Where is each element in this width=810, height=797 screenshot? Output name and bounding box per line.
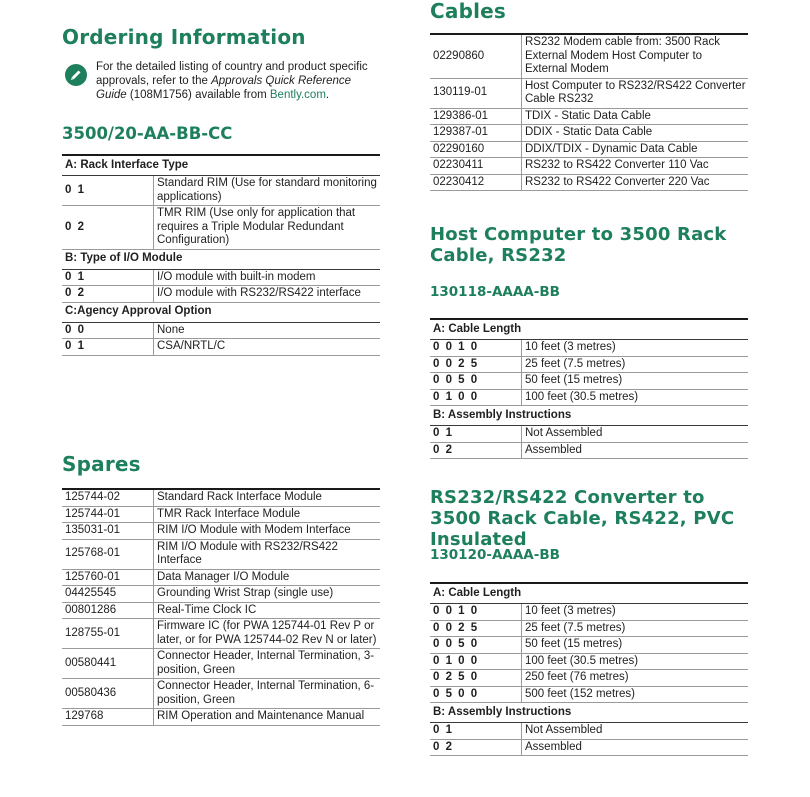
table-row [430, 389, 748, 406]
host-cable-title: Host Computer to 3500 Rack Cable, RS232 [430, 224, 727, 266]
part-description: TDIX - Static Data Cable [522, 108, 749, 125]
part-description: Connector Header, Internal Termination, 3-position, Green [154, 649, 381, 679]
ordering-options-table [62, 154, 380, 356]
table-row [62, 679, 380, 709]
option-code: 0 2 [62, 286, 154, 303]
section-header-row [62, 155, 380, 176]
part-description: RIM Operation and Maintenance Manual [154, 709, 381, 726]
table-row [430, 637, 748, 654]
table-row [430, 739, 748, 756]
table-row [430, 125, 748, 142]
part-number: 128755-01 [62, 619, 154, 649]
table-row [62, 523, 380, 540]
section-header-row [430, 583, 748, 604]
table-row [430, 426, 748, 443]
note-guide-title: Approvals Quick Reference Guide [96, 75, 352, 101]
part-number: 129386-01 [430, 108, 522, 125]
part-description: RS232 to RS422 Converter 110 Vac [522, 158, 749, 175]
table-row [430, 604, 748, 621]
converter-cable-title: RS232/RS422 Converter to 3500 Rack Cable, RS422, PVC Insulated [430, 487, 735, 550]
table-row [62, 322, 380, 339]
section-title: B: Assembly Instructions [430, 703, 748, 723]
option-code: 0 0 1 0 [430, 340, 522, 357]
part-description: Connector Header, Internal Termination, 6-position, Green [154, 679, 381, 709]
part-description: DDIX - Static Data Cable [522, 125, 749, 142]
table-row [430, 723, 748, 740]
approvals-note-text [96, 60, 381, 102]
option-code: 0 1 [62, 269, 154, 286]
cables-title: Cables [430, 0, 507, 23]
part-description: DDIX/TDIX - Dynamic Data Cable [522, 141, 749, 158]
option-description: 500 feet (152 metres) [522, 686, 749, 703]
table-row [430, 34, 748, 78]
part-number: 125744-02 [62, 489, 154, 506]
option-code: 0 0 1 0 [430, 604, 522, 621]
option-code: 0 0 [62, 322, 154, 339]
section-header-row [62, 302, 380, 322]
cables-table [430, 33, 748, 191]
part-description: Standard Rack Interface Module [154, 489, 381, 506]
part-description: Grounding Wrist Strap (single use) [154, 586, 381, 603]
option-code: 0 1 [430, 426, 522, 443]
part-description: Real-Time Clock IC [154, 602, 381, 619]
table-row [430, 78, 748, 108]
option-description: 50 feet (15 metres) [522, 637, 749, 654]
table-row [62, 569, 380, 586]
table-row [430, 670, 748, 687]
section-header-row [430, 319, 748, 340]
option-description: Not Assembled [522, 723, 749, 740]
table-row [62, 286, 380, 303]
ordering-part-number: 3500/20-AA-BB-CC [62, 124, 233, 143]
option-code: 0 1 0 0 [430, 389, 522, 406]
part-number: 02230411 [430, 158, 522, 175]
host-cable-part-number: 130118-AAAA-BB [430, 284, 560, 300]
part-number: 135031-01 [62, 523, 154, 540]
option-description: 10 feet (3 metres) [522, 340, 749, 357]
option-code: 0 0 2 5 [430, 620, 522, 637]
table-row [430, 373, 748, 390]
part-number: 00580441 [62, 649, 154, 679]
part-number: 125760-01 [62, 569, 154, 586]
part-description: Host Computer to RS232/RS422 Converter Cable RS232 [522, 78, 749, 108]
table-row [430, 108, 748, 125]
option-code: 0 1 [430, 723, 522, 740]
table-row [62, 206, 380, 250]
section-header-row [430, 703, 748, 723]
section-title: A: Cable Length [430, 583, 748, 604]
option-code: 0 0 5 0 [430, 637, 522, 654]
option-description: Assembled [522, 739, 749, 756]
converter-cable-part-number: 130120-AAAA-BB [430, 547, 560, 563]
option-description: None [154, 322, 381, 339]
section-title: B: Type of I/O Module [62, 249, 380, 269]
option-description: Not Assembled [522, 426, 749, 443]
option-code: 0 5 0 0 [430, 686, 522, 703]
part-number: 02290860 [430, 34, 522, 78]
option-description: I/O module with built-in modem [154, 269, 381, 286]
section-title: B: Assembly Instructions [430, 406, 748, 426]
part-number: 00580436 [62, 679, 154, 709]
section-header-row [62, 249, 380, 269]
option-code: 0 2 [62, 206, 154, 250]
spares-title: Spares [62, 452, 141, 476]
section-title: A: Rack Interface Type [62, 155, 380, 176]
table-row [430, 686, 748, 703]
option-code: 0 0 5 0 [430, 373, 522, 390]
part-number: 02290160 [430, 141, 522, 158]
part-number: 125744-01 [62, 506, 154, 523]
note-text: For the detailed listing of country and product specific approvals, refer to the [96, 61, 368, 87]
option-description: 50 feet (15 metres) [522, 373, 749, 390]
table-row [62, 176, 380, 206]
option-code: 0 2 [430, 442, 522, 459]
part-description: Data Manager I/O Module [154, 569, 381, 586]
option-description: 25 feet (7.5 metres) [522, 356, 749, 373]
section-header-row [430, 406, 748, 426]
option-code: 0 0 2 5 [430, 356, 522, 373]
part-description: RIM I/O Module with Modem Interface [154, 523, 381, 540]
option-code: 0 1 0 0 [430, 653, 522, 670]
section-title: C:Agency Approval Option [62, 302, 380, 322]
option-description: TMR RIM (Use only for application that requires a Triple Modular Redundant Configuration) [154, 206, 381, 250]
table-row [62, 586, 380, 603]
table-row [430, 442, 748, 459]
option-description: 10 feet (3 metres) [522, 604, 749, 621]
option-description: 250 feet (76 metres) [522, 670, 749, 687]
table-row [430, 620, 748, 637]
spares-table [62, 488, 380, 726]
option-description: I/O module with RS232/RS422 interface [154, 286, 381, 303]
table-row [62, 619, 380, 649]
note-doc-number: (108M1756) available from [126, 89, 270, 101]
host-cable-table [430, 318, 748, 459]
bently-link[interactable]: Bently.com [269, 89, 326, 101]
part-description: TMR Rack Interface Module [154, 506, 381, 523]
table-row [62, 269, 380, 286]
option-code: 0 2 5 0 [430, 670, 522, 687]
pencil-icon [65, 64, 87, 86]
part-number: 130119-01 [430, 78, 522, 108]
option-description: CSA/NRTL/C [154, 339, 381, 356]
table-row [430, 158, 748, 175]
table-row [62, 489, 380, 506]
table-row [62, 339, 380, 356]
option-description: 25 feet (7.5 metres) [522, 620, 749, 637]
option-description: Standard RIM (Use for standard monitoring applications) [154, 176, 381, 206]
option-code: 0 2 [430, 739, 522, 756]
part-description: RS232 to RS422 Converter 220 Vac [522, 174, 749, 191]
option-description: 100 feet (30.5 metres) [522, 389, 749, 406]
table-row [62, 602, 380, 619]
table-row [430, 340, 748, 357]
part-description: Firmware IC (for PWA 125744-01 Rev P or later, or for PWA 125744-02 Rev N or later) [154, 619, 381, 649]
note-end: . [325, 89, 330, 101]
option-code: 0 1 [62, 176, 154, 206]
table-row [430, 174, 748, 191]
table-row [62, 649, 380, 679]
part-number: 125768-01 [62, 539, 154, 569]
part-number: 129768 [62, 709, 154, 726]
option-description: 100 feet (30.5 metres) [522, 653, 749, 670]
option-description: Assembled [522, 442, 749, 459]
ordering-title: Ordering Information [62, 25, 306, 49]
part-number: 02230412 [430, 174, 522, 191]
part-description: RS232 Modem cable from: 3500 Rack External Modem Host Computer to External Modem [522, 34, 749, 78]
table-row [430, 141, 748, 158]
table-row [62, 506, 380, 523]
table-row [430, 356, 748, 373]
approvals-note [62, 60, 380, 118]
option-code: 0 1 [62, 339, 154, 356]
table-row [430, 653, 748, 670]
part-number: 00801286 [62, 602, 154, 619]
table-row [62, 539, 380, 569]
converter-cable-table [430, 582, 748, 756]
part-number: 04425545 [62, 586, 154, 603]
part-description: RIM I/O Module with RS232/RS422 Interface [154, 539, 381, 569]
section-title: A: Cable Length [430, 319, 748, 340]
table-row [62, 709, 380, 726]
part-number: 129387-01 [430, 125, 522, 142]
